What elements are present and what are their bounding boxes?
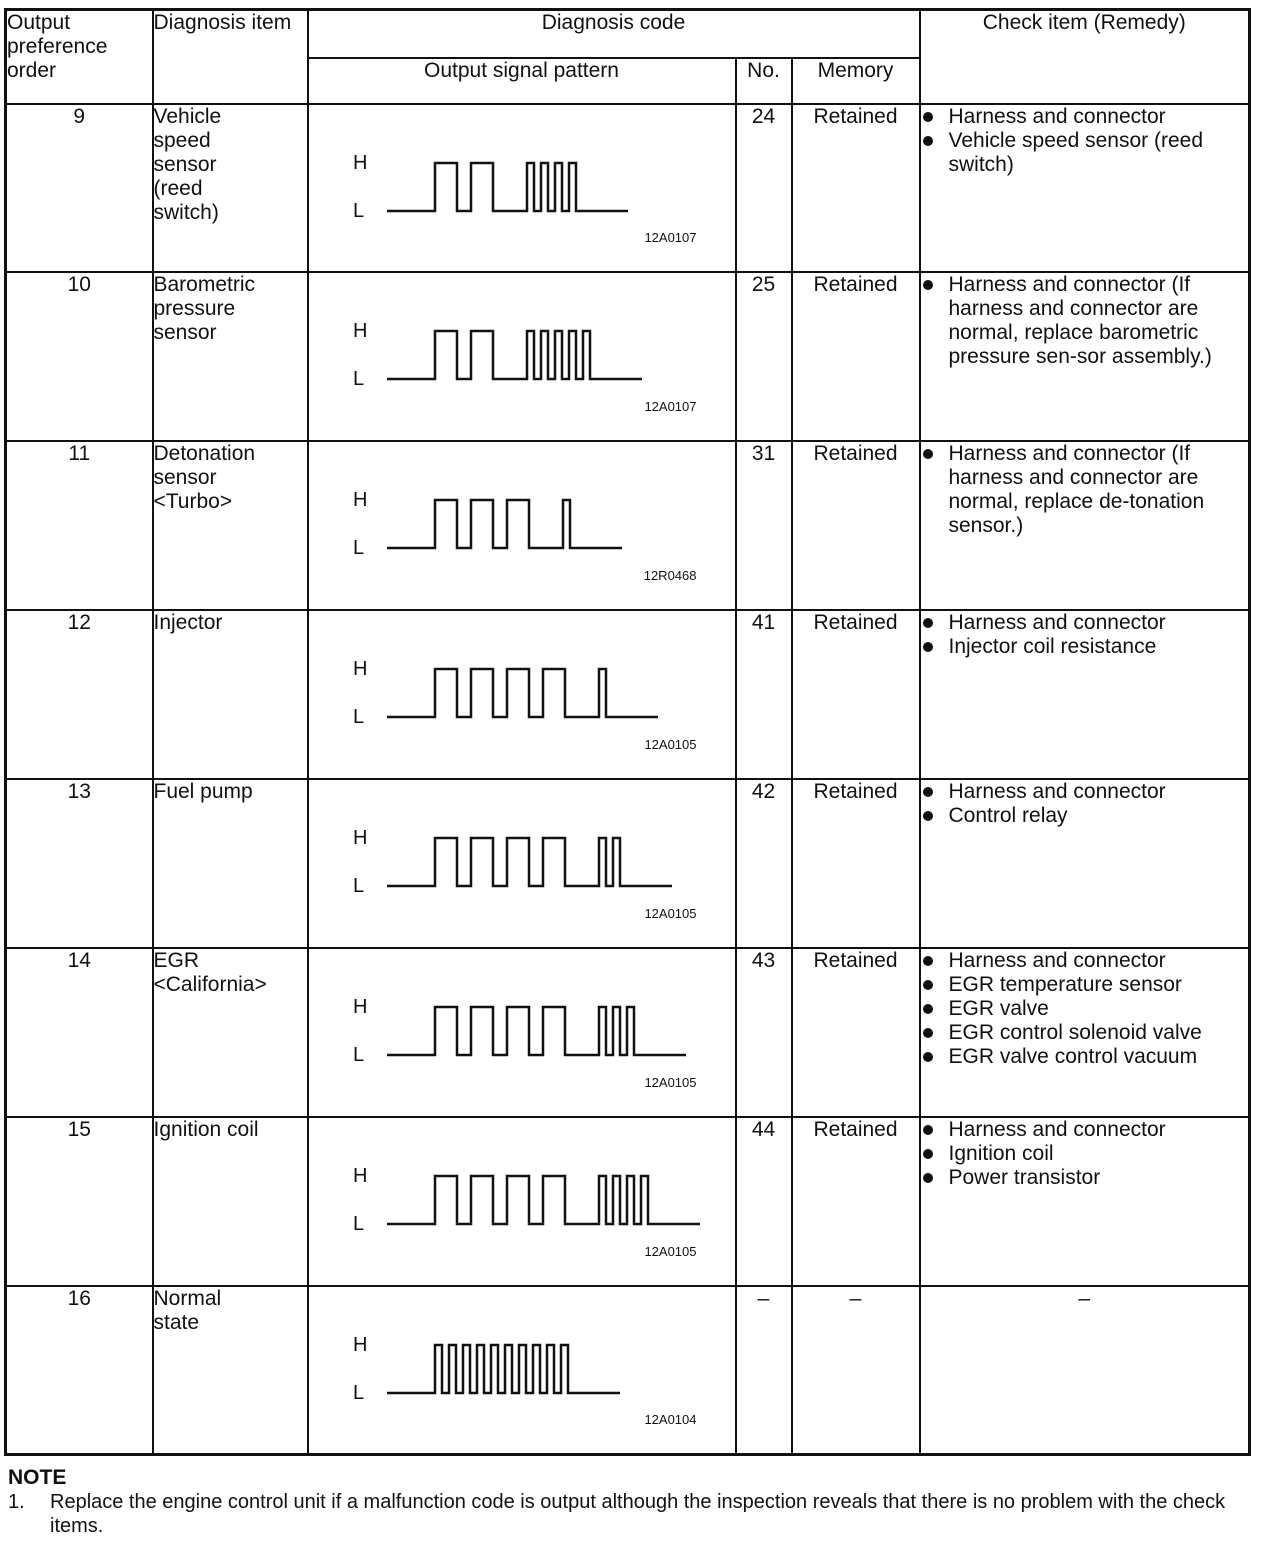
header-output-signal-pattern: Output signal pattern: [308, 58, 736, 104]
check-item-list: [921, 1118, 1249, 1190]
check-item: [921, 611, 1249, 635]
bullet-icon: [923, 1028, 933, 1038]
bullet-icon: [923, 449, 933, 459]
header-output-preference-order: Output preference order: [6, 10, 153, 104]
check-item-text: Harness and connector (If harness and connector are normal, replace barometric pressure sen-sor assembly.): [948, 273, 1212, 369]
check-item-text: Injector coil resistance: [948, 635, 1157, 659]
output-order-cell: 13: [6, 779, 153, 948]
bullet-icon: [923, 787, 933, 797]
signal-low-label: L: [352, 1212, 364, 1235]
code-number-cell: 25: [736, 272, 792, 441]
check-item-cell: [920, 948, 1250, 1117]
signal-high-label: H: [352, 489, 367, 512]
table-row: [6, 104, 1250, 273]
check-item: [921, 997, 1249, 1021]
output-signal-pattern-cell: [308, 1286, 736, 1455]
signal-pulse-train: [387, 331, 642, 379]
header-diagnosis-item: Diagnosis item: [153, 10, 308, 104]
signal-high-label: H: [352, 1333, 367, 1356]
figure-reference-code: 12A0105: [644, 737, 697, 752]
table-row: [6, 610, 1250, 779]
bullet-icon: [923, 980, 933, 990]
signal-high-label: H: [352, 658, 367, 681]
check-item-text: Power transistor: [948, 1165, 1101, 1189]
table-row: [6, 1117, 1250, 1286]
output-order-cell: 9: [6, 104, 153, 273]
check-item: [921, 780, 1249, 804]
check-item-text: Control relay: [948, 804, 1068, 827]
signal-waveform: [349, 647, 709, 737]
output-order-cell: 15: [6, 1117, 153, 1286]
output-signal-pattern-cell: [308, 610, 736, 779]
signal-low-label: L: [352, 1381, 364, 1404]
bullet-icon: [923, 1173, 933, 1183]
check-item-list: [921, 780, 1249, 828]
signal-waveform: [349, 1323, 709, 1413]
signal-low-label: L: [352, 875, 364, 897]
bullet-icon: [923, 280, 933, 290]
memory-cell: Retained: [792, 779, 920, 948]
bullet-icon: [923, 618, 933, 628]
signal-waveform: [349, 141, 709, 231]
output-signal-pattern-cell: [308, 779, 736, 948]
header-memory: Memory: [792, 58, 920, 104]
check-item-cell: [920, 441, 1250, 610]
check-item-cell: [920, 1117, 1250, 1286]
signal-pulse-train: [387, 500, 622, 548]
diagnosis-code-table: [4, 8, 1251, 1456]
signal-pulse-train: [387, 1176, 700, 1224]
diagnosis-item-cell: Vehicle speed sensor (reed switch): [153, 104, 308, 273]
check-item-cell: [920, 779, 1250, 948]
check-item-text: Harness and connector: [948, 1117, 1166, 1141]
signal-high-label: H: [352, 827, 367, 849]
check-item-text: Harness and connector (If harness and connector are normal, replace de-tonation sensor.): [948, 442, 1205, 538]
check-item: [921, 1118, 1249, 1142]
code-number-cell: –: [736, 1286, 792, 1455]
check-item: [921, 635, 1249, 659]
output-signal-pattern-cell: [308, 272, 736, 441]
table-row: [6, 272, 1250, 441]
check-item: [921, 273, 1249, 369]
signal-low-label: L: [352, 1043, 364, 1066]
note-item-text: Replace the engine control unit if a malfunction code is output although the inspection reveals that there is no problem with the check items.: [50, 1491, 1226, 1537]
note-item: [8, 1490, 1258, 1538]
signal-low-label: L: [352, 706, 364, 729]
figure-reference-code: 12A0107: [644, 230, 697, 246]
table-row: [6, 1286, 1250, 1455]
signal-low-label: L: [352, 368, 364, 391]
signal-pulse-train: [387, 163, 628, 211]
signal-pulse-train: [387, 1345, 620, 1393]
code-number-cell: 24: [736, 104, 792, 273]
bullet-icon: [923, 1149, 933, 1159]
check-item: [921, 442, 1249, 538]
signal-high-label: H: [352, 320, 367, 343]
signal-waveform: [349, 816, 709, 906]
signal-pulse-train: [387, 669, 658, 717]
check-item-cell: [920, 272, 1250, 441]
memory-cell: Retained: [792, 272, 920, 441]
bullet-icon: [923, 1125, 933, 1135]
check-item-list: [921, 273, 1249, 369]
check-item-text: Harness and connector: [948, 948, 1166, 972]
figure-reference-code: 12A0107: [644, 399, 697, 415]
memory-cell: Retained: [792, 441, 920, 610]
output-order-cell: 16: [6, 1286, 153, 1455]
memory-cell: Retained: [792, 1117, 920, 1286]
check-item-text: Ignition coil: [948, 1141, 1054, 1165]
check-item-cell: [920, 1286, 1250, 1455]
bullet-icon: [923, 811, 933, 821]
table-row: [6, 441, 1250, 610]
signal-high-label: H: [352, 151, 367, 174]
signal-low-label: L: [352, 537, 364, 560]
diagnosis-item-cell: Normal state: [153, 1286, 308, 1455]
figure-reference-code: 12A0105: [644, 1243, 697, 1259]
diagnosis-item-cell: Detonation sensor <Turbo>: [153, 441, 308, 610]
check-item-text: Harness and connector: [948, 780, 1166, 803]
signal-waveform: [349, 985, 709, 1075]
check-item-list: [921, 611, 1249, 659]
signal-high-label: H: [352, 995, 367, 1018]
signal-pulse-train: [387, 838, 672, 886]
check-item-text: EGR valve: [948, 996, 1049, 1020]
bullet-icon: [923, 956, 933, 966]
table-row: [6, 948, 1250, 1117]
figure-reference-code: 12A0105: [644, 1074, 697, 1090]
memory-cell: Retained: [792, 104, 920, 273]
bullet-icon: [923, 112, 933, 122]
signal-pulse-train: [387, 1007, 686, 1055]
check-item-text: EGR valve control vacuum: [948, 1044, 1198, 1068]
check-item: [921, 129, 1249, 177]
figure-reference-code: 12R0468: [643, 568, 697, 584]
code-number-cell: 43: [736, 948, 792, 1117]
check-item-text: EGR temperature sensor: [948, 972, 1182, 996]
signal-high-label: H: [352, 1164, 367, 1187]
note-item-number: 1.: [8, 1491, 25, 1513]
code-number-cell: 31: [736, 441, 792, 610]
memory-cell: –: [792, 1286, 920, 1455]
header-check-item: Check item (Remedy): [920, 10, 1250, 104]
output-signal-pattern-cell: [308, 441, 736, 610]
code-number-cell: 42: [736, 779, 792, 948]
diagnosis-item-cell: Ignition coil: [153, 1117, 308, 1286]
output-order-cell: 14: [6, 948, 153, 1117]
check-item: [921, 973, 1249, 997]
code-number-cell: 41: [736, 610, 792, 779]
signal-waveform: [349, 309, 709, 399]
memory-cell: Retained: [792, 948, 920, 1117]
check-item-text: Harness and connector: [948, 104, 1166, 128]
check-item: [921, 1021, 1249, 1045]
check-item: [921, 949, 1249, 973]
check-item-text: Harness and connector: [948, 611, 1166, 635]
check-item-list: [921, 105, 1249, 177]
output-signal-pattern-cell: [308, 948, 736, 1117]
output-signal-pattern-cell: [308, 1117, 736, 1286]
check-item: [921, 804, 1249, 828]
output-order-cell: 10: [6, 272, 153, 441]
bullet-icon: [923, 642, 933, 652]
figure-reference-code: 12A0105: [644, 905, 697, 921]
output-signal-pattern-cell: [308, 104, 736, 273]
output-order-cell: 12: [6, 610, 153, 779]
note-section: [8, 1466, 1258, 1538]
header-diagnosis-code: Diagnosis code: [308, 10, 920, 58]
bullet-icon: [923, 136, 933, 146]
diagnosis-item-cell: Injector: [153, 610, 308, 779]
check-item-cell: [920, 104, 1250, 273]
check-item-cell: [920, 610, 1250, 779]
signal-waveform: [349, 478, 709, 568]
header-code-number: No.: [736, 58, 792, 104]
check-item-text: –: [1078, 1286, 1091, 1310]
check-item-text: EGR control solenoid valve: [948, 1020, 1202, 1044]
diagnosis-item-cell: Fuel pump: [153, 779, 308, 948]
check-item-list: [921, 442, 1249, 538]
table-body: [6, 104, 1250, 1455]
bullet-icon: [923, 1004, 933, 1014]
check-item-text: Vehicle speed sensor (reed switch): [948, 128, 1203, 176]
code-number-cell: 44: [736, 1117, 792, 1286]
memory-cell: Retained: [792, 610, 920, 779]
output-order-cell: 11: [6, 441, 153, 610]
figure-reference-code: 12A0104: [644, 1412, 697, 1427]
check-item: [921, 1166, 1249, 1190]
check-item: [921, 105, 1249, 129]
note-title: NOTE: [8, 1466, 67, 1489]
check-item: [921, 1142, 1249, 1166]
table-row: [6, 779, 1250, 948]
check-item-list: [921, 949, 1249, 1069]
diagnosis-item-cell: EGR <California>: [153, 948, 308, 1117]
diagnosis-item-cell: Barometric pressure sensor: [153, 272, 308, 441]
bullet-icon: [923, 1052, 933, 1062]
signal-low-label: L: [352, 199, 364, 222]
signal-waveform: [349, 1154, 709, 1244]
check-item: [921, 1045, 1249, 1069]
